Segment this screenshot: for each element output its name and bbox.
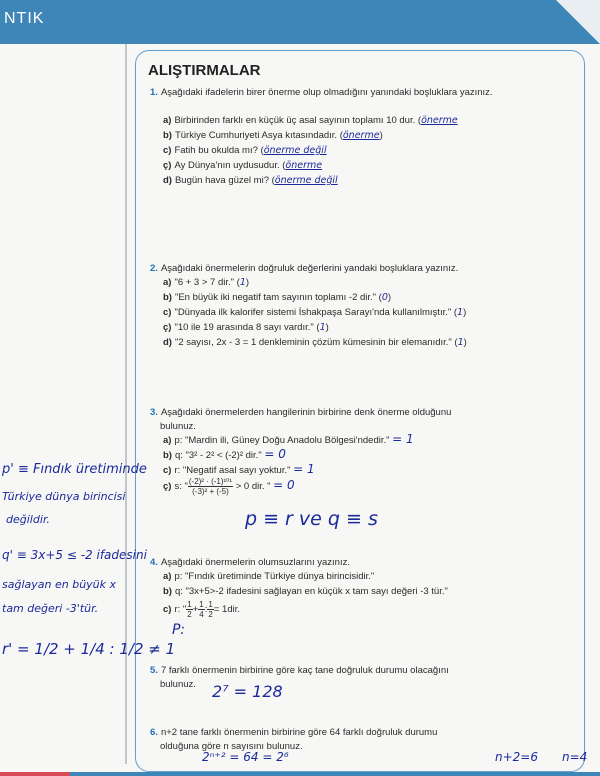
q6-work-2: n+2=6	[495, 750, 538, 764]
q2-answer-a: 1	[239, 277, 246, 288]
q3-answer-cc: = 0	[273, 478, 295, 493]
section-title: ALIŞTIRMALAR	[148, 62, 261, 79]
question-1: 1. Aşağıdaki ifadelerin birer önerme olup olmadığını yanındaki boşluklara yazınız.	[150, 87, 493, 98]
margin-note-5: sağlayan en büyük x	[2, 578, 117, 591]
q3-answer-b: = 0	[264, 447, 286, 461]
q1-answer-a: önerme	[421, 115, 458, 126]
q1-answer-b: önerme	[342, 130, 380, 141]
q4-item-a: a) p: "Fındık üretiminde Türkiye dünya birincisidir."	[163, 571, 375, 582]
q3-answer-a: = 1	[392, 432, 414, 446]
margin-note-6: tam değeri -3'tür.	[2, 602, 99, 615]
q2-item-a: a) "6 + 3 > 7 dir." (1)	[163, 277, 250, 288]
q1-answer-c: önerme değil	[263, 145, 327, 156]
q6-work-3: n=4	[562, 750, 588, 764]
q1-item-b: b) Türkiye Cumhuriyeti Asya kıtasındadır. (önerme)	[163, 130, 383, 141]
margin-note-2: Türkiye dünya birincisi	[2, 490, 126, 503]
question-3: 3. Aşağıdaki önermelerden hangilerinin birbirine denk önerme olduğunu bulunuz.	[150, 407, 452, 432]
q3-item-c: c) r: "Negatif asal sayı yoktur." = 1	[163, 462, 315, 476]
q2-answer-cc: 1	[319, 322, 326, 333]
margin-note-3: değildir.	[6, 513, 50, 526]
page-corner-fold	[556, 0, 600, 44]
q3-fraction: $\frac{\text{(-2)² · (-1)¹⁰¹}}{\text{(-3)² + (-5)}}$	[188, 477, 233, 496]
q2-answer-b: 0	[381, 292, 388, 303]
q3-item-cc: ç) s: " $\frac{\text{(-2)² · (-1)¹⁰¹}}{\text{(-3)² + (-5)}}$ > 0 dir. " = 0	[163, 477, 295, 496]
q2-item-c: c) "Dünyada ilk kalorifer sistemi İshakpaşa Sarayı'nda kullanılmıştır." (1)	[163, 307, 467, 318]
q2-answer-c: 1	[457, 307, 464, 318]
q1-item-d: d) Bugün hava güzel mi? (önerme değil	[163, 175, 338, 186]
q6-work-1: 2ⁿ⁺² = 64 = 2⁶	[202, 750, 289, 764]
q4-item-b: b) q: "3x+5>-2 ifadesini sağlayan en küçük x tam sayı değeri -3 tür."	[163, 586, 448, 597]
margin-note-1: p' ≡ Fındık üretiminde	[2, 462, 147, 477]
q2-item-b: b) "En büyük iki negatif tam sayının toplamı -2 dir." (0)	[163, 292, 392, 303]
q1-answer-d: önerme değil	[274, 175, 338, 186]
q4-item-c: c) r: " $\frac{1}{2}$ + $\frac{1}{4}$ : $\frac{1}{2}$ = 1dir.	[163, 600, 240, 619]
q3-work: p ≡ r ve q ≡ s	[245, 508, 378, 530]
q1-item-cc: ç) Ay Dünya'nın uydusudur. (önerme	[163, 160, 323, 171]
q3-item-a: a) p: "Mardin ili, Güney Doğu Anadolu Bölgesi'ndedir." = 1	[163, 432, 414, 446]
bottom-band	[0, 772, 600, 776]
question-5: 5. 7 farklı önermenin birbirine göre kaç tane doğruluk durumu olacağını bulunuz.	[150, 665, 449, 690]
q5-work: 2⁷ = 128	[212, 682, 283, 701]
page-header-band	[0, 0, 600, 44]
question-2: 2. Aşağıdaki önermelerin doğruluk değerlerini yandaki boşluklara yazınız.	[150, 263, 459, 274]
q1-item-a: a) Birbirinden farklı en küçük üç asal sayının toplamı 10 dur. (önerme	[163, 115, 458, 126]
q3-item-b: b) q: "3² - 2² < (-2)² dir." = 0	[163, 447, 286, 461]
margin-note-4: q' ≡ 3x+5 ≤ -2 ifadesini	[2, 548, 147, 562]
question-6: 6. n+2 tane farklı önermenin birbirine göre 64 farklı doğruluk durumu olduğuna göre n sayısını bulunuz.	[150, 727, 438, 752]
bottom-accent	[0, 772, 70, 776]
q2-answer-d: 1	[457, 337, 464, 348]
q3-answer-c: = 1	[293, 462, 315, 476]
q2-item-d: d) "2 sayısı, 2x - 3 = 1 denkleminin çözüm kümesinin bir elemanıdır." (1)	[163, 337, 467, 348]
q4-scribble: P:	[172, 622, 185, 638]
question-4: 4. Aşağıdaki önermelerin olumsuzlarını yazınız.	[150, 557, 350, 568]
q1-answer-cc: önerme	[285, 160, 323, 171]
q1-item-c: c) Fatih bu okulda mı? (önerme değil	[163, 145, 327, 156]
header-title: NTIK	[4, 10, 45, 27]
margin-note-7: r' = 1/2 + 1/4 : 1/2 ≠ 1	[2, 640, 176, 658]
q2-item-cc: ç) "10 ile 19 arasında 8 sayı vardır." (1)	[163, 322, 329, 333]
